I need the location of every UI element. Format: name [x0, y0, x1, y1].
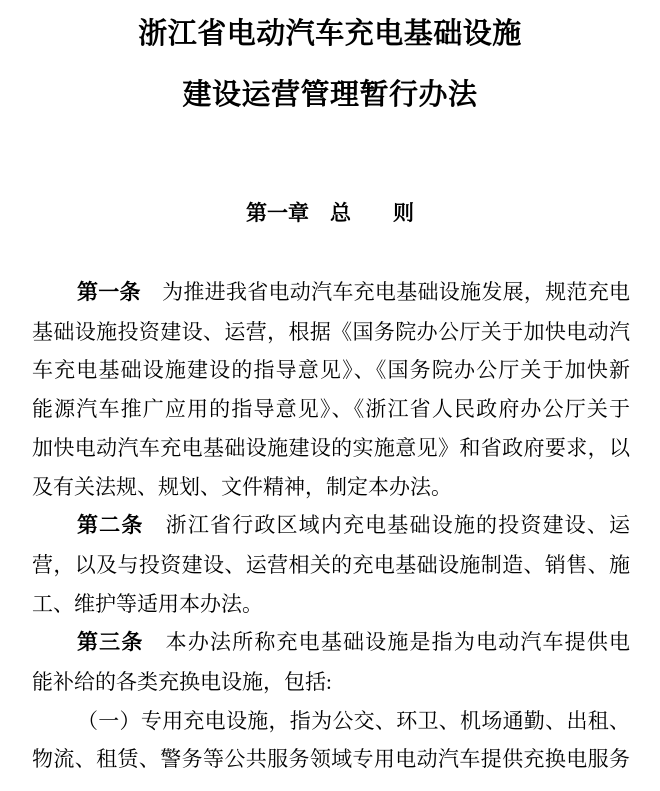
document-body — [32, 273, 630, 779]
article-number: 第二条 — [77, 514, 144, 538]
body-line — [32, 429, 630, 468]
body-text: 本办法所称充电基础设施是指为电动汽车提供电 — [143, 630, 630, 655]
body-text: 浙江省行政区域内充电基础设施的投资建设、运 — [143, 513, 630, 538]
body-line — [32, 623, 630, 663]
body-line — [32, 390, 630, 429]
body-text: 车充电基础设施建设的指导意见》、《国务院办公厅关于加快新 — [32, 358, 630, 383]
document-title-line-1: 浙江省电动汽车充电基础设施 — [138, 18, 522, 50]
chapter-heading: 第一章 总 则 — [246, 202, 414, 225]
body-text: 物流、租赁、警务等公共服务领域专用电动汽车提供充换电服务 — [32, 747, 630, 772]
body-line — [32, 273, 630, 313]
body-text: 工、维护等适用本办法。 — [32, 591, 263, 616]
document-title — [0, 0, 660, 126]
body-line — [32, 506, 630, 546]
article-number: 第一条 — [77, 281, 141, 304]
body-text: 能补给的各类充换电设施，包括: — [32, 670, 332, 695]
body-text: 基础设施投资建设、运营，根据《国务院办公厅关于加快电动汽 — [32, 319, 630, 344]
article-number: 第三条 — [77, 631, 144, 655]
body-text: 加快电动汽车充电基础设施建设的实施意见》和省政府要求，以 — [32, 435, 630, 460]
body-text: （一）专用充电设施，指为公交、环卫、机场通勤、出租、 — [77, 708, 630, 733]
body-text: 营，以及与投资建设、运营相关的充电基础设施制造、销售、施 — [32, 552, 630, 577]
body-text: 能源汽车推广应用的指导意见》、《浙江省人民政府办公厅关于 — [32, 397, 630, 422]
body-line — [32, 351, 630, 390]
body-line — [32, 740, 630, 779]
body-line — [32, 585, 630, 624]
body-text: 为推进我省电动汽车充电基础设施发展，规范充电 — [140, 280, 631, 304]
body-line — [32, 702, 630, 741]
body-text: 及有关法规、规划、文件精神，制定本办法。 — [32, 474, 452, 499]
body-line — [32, 663, 630, 702]
document-title-line-2: 建设运营管理暂行办法 — [182, 79, 478, 111]
body-line — [32, 313, 630, 352]
body-line — [32, 468, 630, 507]
body-line — [32, 546, 630, 585]
